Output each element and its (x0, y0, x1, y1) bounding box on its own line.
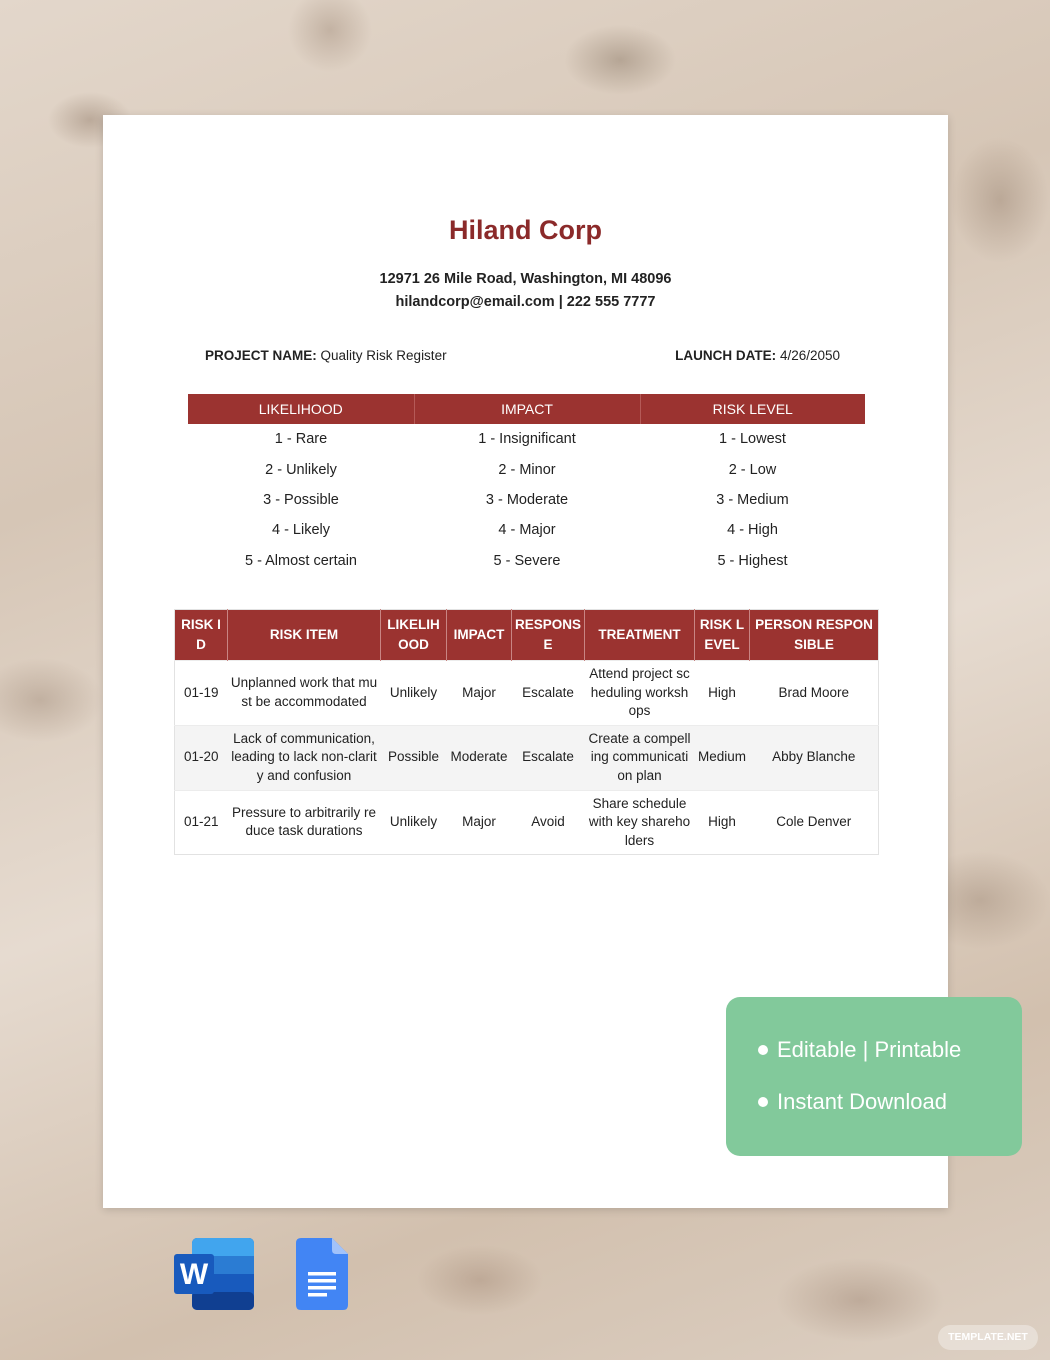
register-header: RISK LEVEL (695, 610, 750, 661)
launch-date-field (675, 348, 840, 363)
response-cell: Escalate (512, 661, 585, 726)
bullet-icon (758, 1097, 768, 1107)
legend-cell: 1 - Lowest (719, 431, 786, 448)
feature-download-label: Instant Download (777, 1089, 947, 1114)
person-cell: Cole Denver (750, 790, 879, 855)
legend-cell: 2 - Unlikely (265, 461, 337, 478)
legend-cell: 4 - High (727, 522, 778, 539)
impact-cell: Major (447, 661, 512, 726)
register-header: TREATMENT (585, 610, 695, 661)
legend-row (188, 424, 865, 454)
legend-cell: 5 - Severe (493, 552, 561, 569)
risk-item-cell: Unplanned work that must be accommodated (228, 661, 381, 726)
legend-row (188, 515, 865, 545)
rating-legend-table (188, 394, 865, 576)
treatment-cell: Attend project scheduling workshops (585, 661, 695, 726)
risk-id-cell: 01-20 (175, 725, 228, 790)
legend-row (188, 485, 865, 515)
register-header: IMPACT (447, 610, 512, 661)
risk-level-cell: High (695, 790, 750, 855)
feature-editable (758, 1037, 961, 1063)
launch-date-value: 4/26/2050 (779, 348, 840, 363)
legend-cell: 4 - Likely (271, 522, 331, 539)
person-cell: Abby Blanche (750, 725, 879, 790)
response-cell: Avoid (512, 790, 585, 855)
response-cell: Escalate (512, 725, 585, 790)
table-row (175, 661, 879, 726)
treatment-cell: Share schedule with key shareholders (585, 790, 695, 855)
features-badge (726, 997, 1022, 1156)
likelihood-cell: Unlikely (381, 661, 447, 726)
risk-register-table (174, 609, 879, 855)
word-letter: W (179, 1258, 209, 1291)
likelihood-cell: Possible (381, 725, 447, 790)
register-header: RISK ID (175, 610, 228, 661)
project-name-label: PROJECT NAME: (205, 348, 317, 363)
person-cell: Brad Moore (750, 661, 879, 726)
legend-cell: 1 - Rare (274, 431, 328, 448)
company-name: Hiland Corp (449, 215, 602, 245)
impact-cell: Major (447, 790, 512, 855)
table-row (175, 725, 879, 790)
feature-editable-label: Editable | Printable (777, 1037, 962, 1062)
legend-cell: 1 - Insignificant (478, 431, 576, 448)
legend-row (188, 454, 865, 484)
bullet-icon (758, 1045, 768, 1055)
legend-cell: 4 - Major (498, 522, 556, 539)
legend-cell: 5 - Highest (717, 552, 788, 569)
impact-cell: Moderate (447, 725, 512, 790)
table-row (175, 790, 879, 855)
launch-date-label: LAUNCH DATE: (675, 348, 777, 363)
legend-cell: 2 - Minor (498, 461, 556, 478)
risk-item-cell: Pressure to arbitrarily reduce task durations (228, 790, 381, 855)
legend-cell: 2 - Low (728, 461, 777, 478)
risk-item-cell: Lack of communication, leading to lack non-clarity and confusion (228, 725, 381, 790)
template-watermark: TEMPLATE.NET (938, 1325, 1038, 1350)
feature-download (758, 1089, 947, 1115)
legend-header-row (188, 394, 865, 424)
risk-id-cell: 01-19 (175, 661, 228, 726)
register-header: RISK ITEM (228, 610, 381, 661)
legend-cell: 3 - Medium (716, 491, 789, 508)
risk-level-cell: Medium (695, 725, 750, 790)
microsoft-word-icon[interactable] (174, 1238, 254, 1310)
register-header: PERSON RESPONSIBLE (750, 610, 879, 661)
project-name-field (205, 348, 447, 363)
legend-header: IMPACT (414, 394, 640, 424)
register-header: RESPONSE (512, 610, 585, 661)
register-header: LIKELIHOOD (381, 610, 447, 661)
legend-cell: 5 - Almost certain (244, 552, 357, 569)
google-docs-icon[interactable] (296, 1238, 348, 1310)
register-header-row (175, 610, 879, 661)
project-name-value: Quality Risk Register (320, 348, 447, 363)
risk-id-cell: 01-21 (175, 790, 228, 855)
risk-level-cell: High (695, 661, 750, 726)
treatment-cell: Create a compelling communication plan (585, 725, 695, 790)
likelihood-cell: Unlikely (381, 790, 447, 855)
legend-row (188, 546, 865, 576)
company-address: 12971 26 Mile Road, Washington, MI 48096 (379, 271, 672, 287)
legend-cell: 3 - Possible (263, 491, 339, 508)
company-contact: hilandcorp@email.com | 222 555 7777 (395, 294, 656, 310)
legend-header: LIKELIHOOD (188, 394, 414, 424)
legend-cell: 3 - Moderate (485, 491, 569, 508)
legend-header: RISK LEVEL (640, 394, 865, 424)
